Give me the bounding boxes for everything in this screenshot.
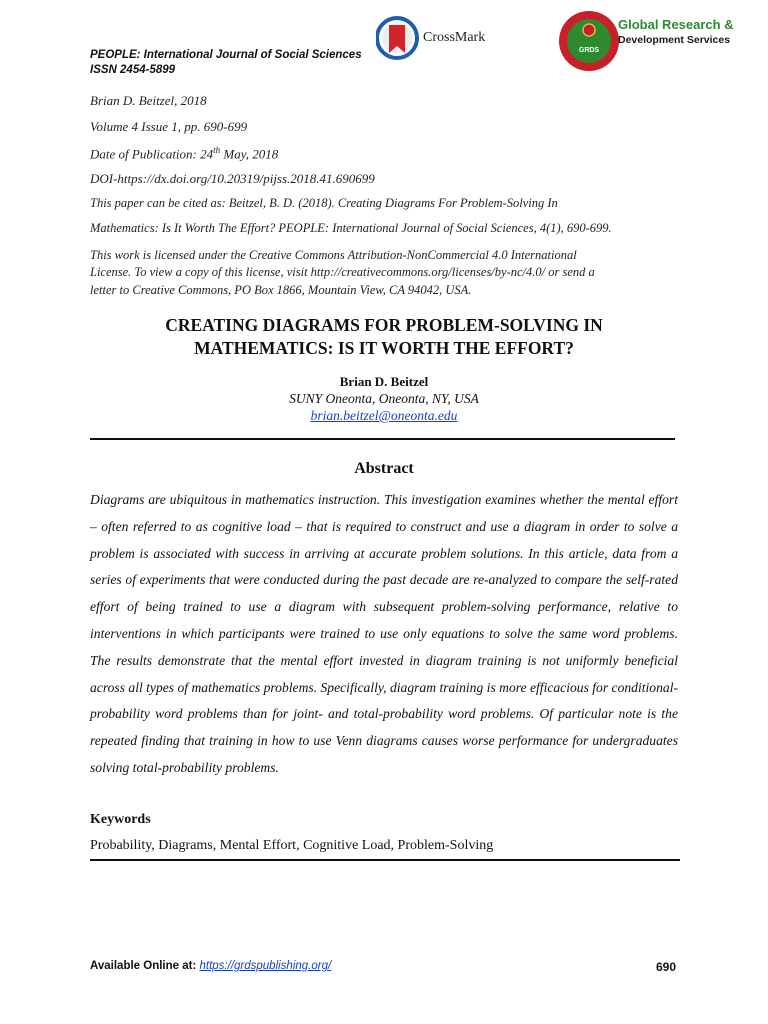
keywords-list: Probability, Diagrams, Mental Effort, Cognitive Load, Problem-Solving [90, 838, 494, 853]
journal-issn: ISSN 2454-5899 [90, 64, 176, 76]
author-name: Brian D. Beitzel [339, 374, 429, 389]
author-year: Brian D. Beitzel, 2018 [90, 93, 207, 108]
page-number: 690 [656, 960, 677, 974]
author-affiliation: SUNY Oneonta, Oneonta, NY, USA [289, 391, 479, 406]
divider-top [90, 438, 675, 440]
footer-url-link[interactable]: https://grdspublishing.org/ [199, 960, 332, 972]
citation-line-1: This paper can be cited as: Beitzel, B. D. (2018). Creating Diagrams For Problem-Solving In [90, 196, 558, 210]
paper-title [90, 314, 678, 360]
volume-pages: Volume 4 Issue 1, pp. 690-699 [90, 119, 248, 134]
publisher-title: Global Research & [618, 17, 734, 32]
license-line-1: This work is licensed under the Creative Commons Attribution-NonCommercial 4.0 International [90, 248, 577, 262]
date-suffix: May, 2018 [220, 146, 279, 162]
footer-available-label: Available Online at: [90, 960, 200, 972]
date-sup: th [213, 145, 221, 155]
journal-header [90, 48, 362, 78]
doi-line[interactable]: DOI-https://dx.doi.org/10.20319/pijss.2018.41.690699 [90, 171, 375, 186]
publication-date [90, 145, 278, 162]
publisher-subtitle: Development Services [618, 34, 731, 46]
abstract-text: Diagrams are ubiquitous in mathematics instruction. This investigation examines whether the mental effort – often referred to as cognitive load – that is required to construct and use a diagram in order to solve a problem is associated with success in arriving at accurate problem solutions. In this article, data from a series of experiments that were conducted during the past decade are re-analyzed to compare the self-rated effort of being trained to use a diagram with subsequent problem-solving performance, relative to interventions in which participants were trained to use only equations to solve the same word problems. The results demonstrate that the mental effort invested in diagram training is not uniformly beneficial across all types of mathematics problems. Specifically, diagram training is more efficacious for conditional-probability word problems than for joint- and total-probability word problems. Of particular note is the repeated finding that training in how to use Venn diagrams causes worse performance for undergraduates solving total-probability problems. [90, 492, 678, 775]
keywords-heading: Keywords [90, 812, 151, 827]
license-line-2[interactable]: License. To view a copy of this license, visit http://creativecommons.org/licenses/by-nc/4.0/ or send a [90, 265, 595, 279]
footer-available [90, 960, 331, 972]
crossmark-label: CrossMark [423, 30, 486, 45]
grds-badge-text: GRDS [578, 47, 600, 54]
title-line-2: MATHEMATICS: IS IT WORTH THE EFFORT? [194, 338, 574, 358]
divider-bottom [90, 859, 680, 861]
license-line-3: letter to Creative Commons, PO Box 1866, Mountain View, CA 94042, USA. [90, 283, 472, 297]
date-prefix: Date of Publication: 24 [90, 146, 214, 162]
journal-name: PEOPLE: International Journal of Social Sciences [90, 49, 362, 61]
abstract-heading: Abstract [354, 460, 414, 477]
citation-line-2: Mathematics: Is It Worth The Effort? PEOPLE: International Journal of Social Sciences, 4(1), 690-699. [90, 221, 612, 235]
author-email-container [90, 408, 678, 424]
title-line-1: CREATING DIAGRAMS FOR PROBLEM-SOLVING IN [165, 315, 603, 335]
author-email-link[interactable]: brian.beitzel@oneonta.edu [310, 408, 458, 423]
